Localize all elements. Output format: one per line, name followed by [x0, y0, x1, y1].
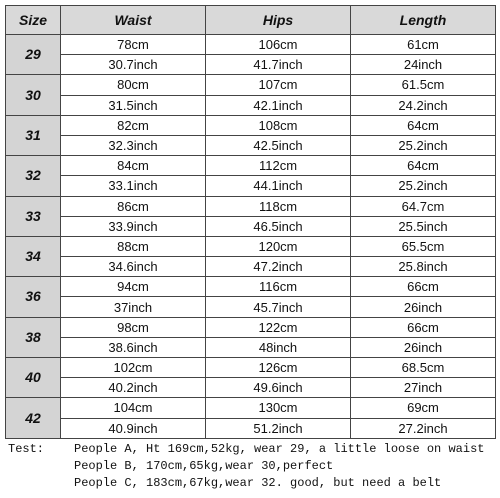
- length-inch-cell: 24inch: [351, 55, 496, 75]
- waist-inch-cell: 31.5inch: [61, 95, 206, 115]
- waist-cm-cell: 102cm: [61, 358, 206, 378]
- note-line: [8, 475, 496, 492]
- length-inch-cell: 26inch: [351, 337, 496, 357]
- length-cm-cell: 66cm: [351, 277, 496, 297]
- size-cell: 38: [6, 317, 61, 357]
- hips-cm-cell: 122cm: [206, 317, 351, 337]
- length-inch-cell: 25.2inch: [351, 176, 496, 196]
- size-chart-table: [5, 5, 496, 439]
- waist-inch-cell: 32.3inch: [61, 135, 206, 155]
- waist-cm-cell: 78cm: [61, 35, 206, 55]
- length-cm-cell: 61.5cm: [351, 75, 496, 95]
- hips-cm-cell: 130cm: [206, 398, 351, 418]
- table-row: [6, 176, 496, 196]
- table-row: [6, 257, 496, 277]
- waist-cm-cell: 88cm: [61, 236, 206, 256]
- length-inch-cell: 26inch: [351, 297, 496, 317]
- note-line: [8, 441, 496, 458]
- table-row: [6, 236, 496, 256]
- length-inch-cell: 25.8inch: [351, 257, 496, 277]
- table-row: [6, 337, 496, 357]
- table-row: [6, 156, 496, 176]
- waist-cm-cell: 86cm: [61, 196, 206, 216]
- waist-cm-cell: 98cm: [61, 317, 206, 337]
- size-cell: 34: [6, 236, 61, 276]
- waist-inch-cell: 30.7inch: [61, 55, 206, 75]
- table-row: [6, 358, 496, 378]
- hips-inch-cell: 44.1inch: [206, 176, 351, 196]
- table-row: [6, 216, 496, 236]
- length-cm-cell: 66cm: [351, 317, 496, 337]
- waist-cm-cell: 104cm: [61, 398, 206, 418]
- hips-inch-cell: 51.2inch: [206, 418, 351, 438]
- waist-cm-cell: 82cm: [61, 115, 206, 135]
- table-row: [6, 378, 496, 398]
- hips-cm-cell: 108cm: [206, 115, 351, 135]
- length-inch-cell: 25.5inch: [351, 216, 496, 236]
- waist-inch-cell: 40.2inch: [61, 378, 206, 398]
- length-cm-cell: 68.5cm: [351, 358, 496, 378]
- table-row: [6, 35, 496, 55]
- table-body: [6, 35, 496, 439]
- test-label: Test:: [8, 442, 45, 456]
- header-size: Size: [6, 6, 61, 35]
- table-row: [6, 418, 496, 438]
- waist-inch-cell: 33.9inch: [61, 216, 206, 236]
- hips-inch-cell: 45.7inch: [206, 297, 351, 317]
- length-cm-cell: 61cm: [351, 35, 496, 55]
- size-cell: 31: [6, 115, 61, 155]
- header-hips: Hips: [206, 6, 351, 35]
- length-inch-cell: 25.2inch: [351, 135, 496, 155]
- header-row: [6, 6, 496, 35]
- table-row: [6, 95, 496, 115]
- waist-inch-cell: 33.1inch: [61, 176, 206, 196]
- hips-inch-cell: 42.1inch: [206, 95, 351, 115]
- hips-cm-cell: 118cm: [206, 196, 351, 216]
- size-cell: 32: [6, 156, 61, 196]
- hips-inch-cell: 42.5inch: [206, 135, 351, 155]
- hips-cm-cell: 120cm: [206, 236, 351, 256]
- hips-cm-cell: 107cm: [206, 75, 351, 95]
- length-cm-cell: 64cm: [351, 115, 496, 135]
- waist-inch-cell: 40.9inch: [61, 418, 206, 438]
- hips-cm-cell: 116cm: [206, 277, 351, 297]
- length-inch-cell: 27inch: [351, 378, 496, 398]
- hips-cm-cell: 126cm: [206, 358, 351, 378]
- hips-cm-cell: 112cm: [206, 156, 351, 176]
- hips-cm-cell: 106cm: [206, 35, 351, 55]
- table-row: [6, 277, 496, 297]
- note-text: People C, 183cm,67kg,wear 32. good, but need a belt: [74, 476, 442, 490]
- hips-inch-cell: 47.2inch: [206, 257, 351, 277]
- length-cm-cell: 69cm: [351, 398, 496, 418]
- hips-inch-cell: 46.5inch: [206, 216, 351, 236]
- waist-inch-cell: 37inch: [61, 297, 206, 317]
- hips-inch-cell: 49.6inch: [206, 378, 351, 398]
- hips-inch-cell: 41.7inch: [206, 55, 351, 75]
- table-row: [6, 196, 496, 216]
- waist-inch-cell: 38.6inch: [61, 337, 206, 357]
- table-row: [6, 115, 496, 135]
- waist-cm-cell: 84cm: [61, 156, 206, 176]
- waist-inch-cell: 34.6inch: [61, 257, 206, 277]
- length-inch-cell: 27.2inch: [351, 418, 496, 438]
- size-cell: 42: [6, 398, 61, 439]
- table-row: [6, 135, 496, 155]
- size-cell: 30: [6, 75, 61, 115]
- note-text: People A, Ht 169cm,52kg, wear 29, a little loose on waist: [74, 442, 485, 456]
- table-row: [6, 75, 496, 95]
- size-cell: 33: [6, 196, 61, 236]
- size-cell: 40: [6, 358, 61, 398]
- table-row: [6, 317, 496, 337]
- note-text: People B, 170cm,65kg,wear 30,perfect: [74, 459, 334, 473]
- table-row: [6, 55, 496, 75]
- length-cm-cell: 64.7cm: [351, 196, 496, 216]
- test-notes: [8, 441, 496, 492]
- waist-cm-cell: 80cm: [61, 75, 206, 95]
- length-cm-cell: 64cm: [351, 156, 496, 176]
- hips-inch-cell: 48inch: [206, 337, 351, 357]
- note-line: [8, 458, 496, 475]
- size-cell: 29: [6, 35, 61, 75]
- table-row: [6, 398, 496, 418]
- size-cell: 36: [6, 277, 61, 317]
- header-length: Length: [351, 6, 496, 35]
- waist-cm-cell: 94cm: [61, 277, 206, 297]
- header-waist: Waist: [61, 6, 206, 35]
- table-row: [6, 297, 496, 317]
- length-inch-cell: 24.2inch: [351, 95, 496, 115]
- length-cm-cell: 65.5cm: [351, 236, 496, 256]
